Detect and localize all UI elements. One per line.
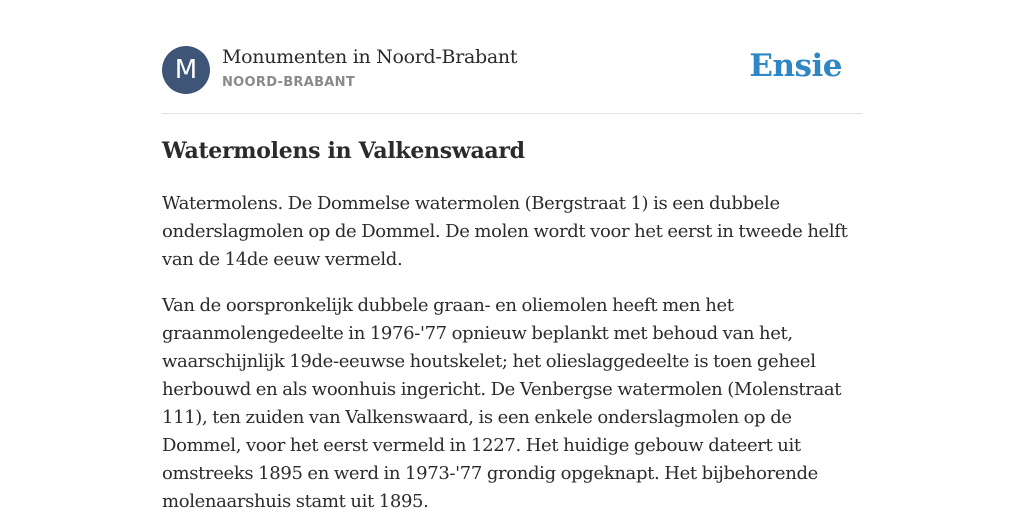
article-paragraph: Van de oorspronkelijk dubbele graan- en oliemolen heeft men het graanmolengedeelte in 1976-'77 opnieuw beplankt met behoud van het, waarschijnlijk 19de-eeuwse houtskelet; het olieslaggedeelte is toen geheel herbouwd en als woonhuis ingericht. De Venbergse watermolen (Molenstraat 111), ten zuiden van Valkenswaard, is een enkele onderslagmolen op de Dommel, voor het eerst vermeld in 1227. Het huidige gebouw dateert uit omstreeks 1895 en werd in 1973-'77 grondig opgeknapt. Het bijbehorende molenaarshuis stamt uit 1895. <box>162 295 842 512</box>
article-card <box>162 0 862 512</box>
article-body <box>162 190 874 512</box>
source-subtitle: NOORD-BRABANT <box>222 75 356 90</box>
source-title[interactable]: Monumenten in Noord-Brabant <box>222 46 518 68</box>
article-title: Watermolens in Valkenswaard <box>162 138 525 164</box>
source-header <box>162 46 862 96</box>
article-paragraph: Watermolens. De Dommelse watermolen (Bergstraat 1) is een dubbele onderslagmolen op de Dommel. De molen wordt voor het eerst in tweede helft van de 14de eeuw vermeld. <box>162 193 848 270</box>
header-divider <box>162 113 862 114</box>
brand-logo[interactable]: Ensie <box>749 48 842 84</box>
source-avatar[interactable]: M <box>162 46 210 94</box>
